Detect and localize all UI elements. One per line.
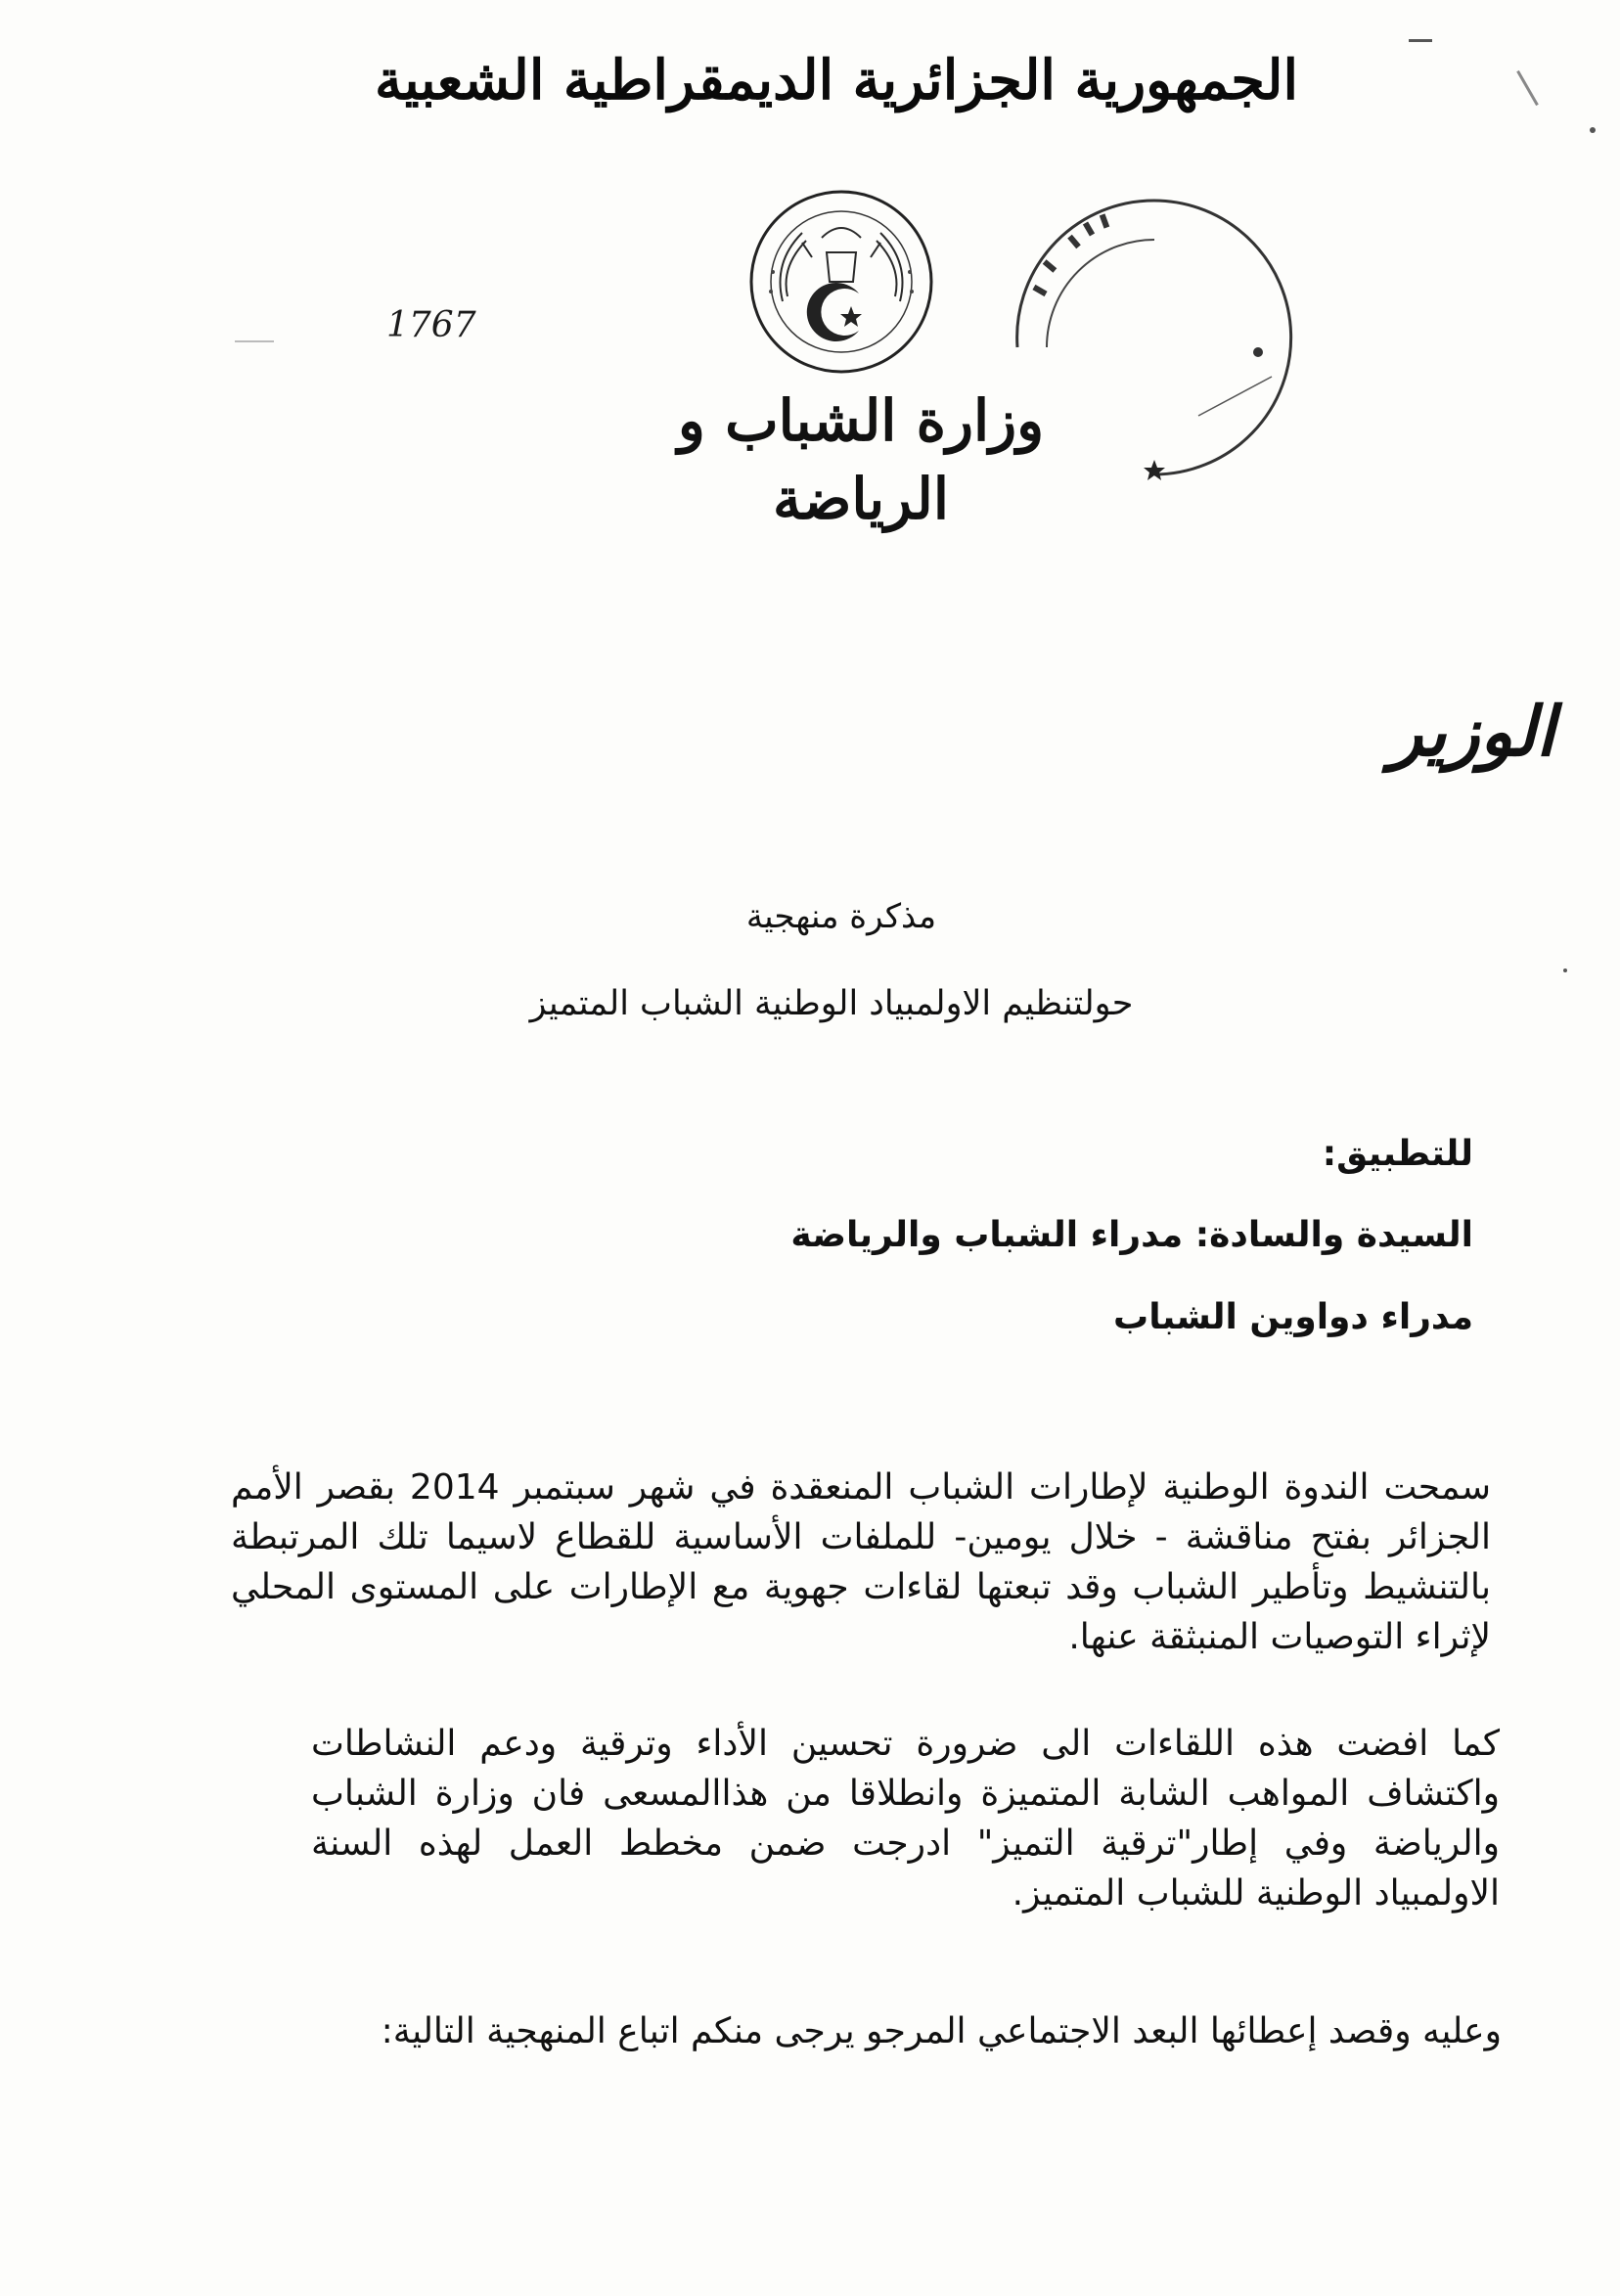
addressee-label: للتطبيق:	[1322, 1134, 1473, 1174]
scan-mark	[235, 340, 274, 342]
addressee-youth-offices: مدراء دواوين الشباب	[1113, 1297, 1473, 1337]
republic-heading: الجمهورية الجزائرية الديمقراطية الشعبية	[374, 48, 1298, 113]
scan-mark	[1563, 968, 1567, 972]
addressee-directors: السيدة والسادة: مدراء الشباب والرياضة	[790, 1215, 1473, 1255]
body-paragraph-2: كما افضت هذه اللقاءات الى ضرورة تحسين الأداء وترقية ودعم النشاطات واكتشاف المواهب الشابة المتميزة وانطلاقا من هذاالمسعى فان وزارة الشباب والرياضة وفي إطار"ترقية التميز" ادرجت ضمن مخطط العمل لهذه السنة الاولمبياد الوطنية للشباب المتميز.	[311, 1724, 1500, 1913]
scan-mark	[1409, 39, 1432, 42]
body-paragraph-1: سمحت الندوة الوطنية لإطارات الشباب المنعقدة في شهر سبتمبر 2014 بقصر الأمم الجزائر بفتح مناقشة - خلال يومين- للملفات الأساسية للقطاع لاسيما تلك المرتبطة بالتنشيط وتأطير الشباب وقد تبعتها لقاءات جهوية مع الإطارات على المستوى المحلي لإثراء التوصيات المنبثقة عنها.	[231, 1467, 1492, 1657]
memo-subject: حولتنظيم الاولمبياد الوطنية الشباب المتميز	[529, 984, 1134, 1023]
body-paragraph-3: وعليه وقصد إعطائها البعد الاجتماعي المرجو يرجى منكم اتباع المنهجية التالية:	[381, 2011, 1502, 2051]
memo-title: مذكرة منهجية	[745, 897, 937, 936]
scan-mark	[1590, 127, 1596, 133]
document-number: 1767	[386, 305, 476, 345]
minister-title: الوزير	[1389, 691, 1555, 772]
ministry-heading: وزارة الشباب و الرياضة	[677, 387, 1045, 532]
algeria-state-emblem-icon	[743, 184, 939, 380]
scan-mark	[1516, 70, 1539, 106]
